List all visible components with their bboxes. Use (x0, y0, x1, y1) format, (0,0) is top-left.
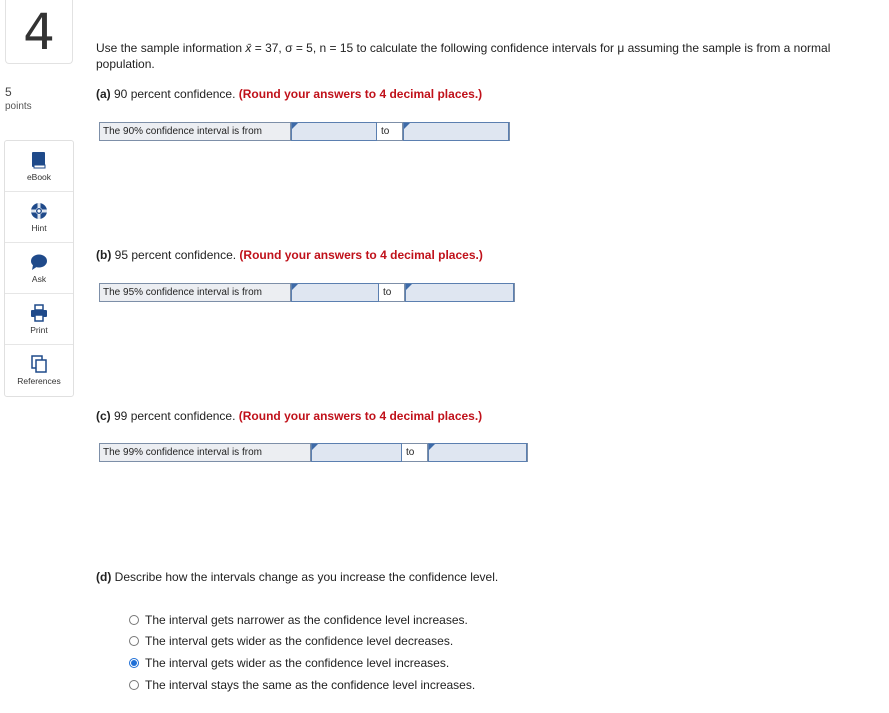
part-d-prompt: (d) Describe how the intervals change as you increase the confidence level. (96, 570, 499, 584)
radio-button[interactable] (129, 680, 139, 690)
option-label: The interval stays the same as the confidence level increases. (145, 678, 476, 692)
points-label: points (5, 101, 32, 112)
lifebuoy-icon (30, 201, 48, 221)
part-c-answer-row (99, 443, 528, 462)
print-label: Print (30, 325, 48, 335)
tools-panel (4, 140, 74, 397)
part-a-lower-input[interactable] (291, 122, 377, 141)
option-stays-same[interactable] (129, 678, 475, 692)
references-button[interactable] (5, 345, 73, 396)
option-wider-increases[interactable] (129, 656, 449, 670)
chat-bubble-icon (30, 252, 48, 272)
part-a-upper-input[interactable] (403, 122, 509, 141)
part-b-to-label: to (379, 284, 405, 301)
print-button[interactable] (5, 294, 73, 345)
radio-button[interactable] (129, 636, 139, 646)
option-narrower-increases[interactable] (129, 613, 468, 627)
part-b-answer-label: The 95% confidence interval is from (100, 284, 291, 301)
part-c-upper-input[interactable] (428, 443, 527, 462)
points-value: 5 (5, 85, 12, 99)
hint-button[interactable] (5, 192, 73, 243)
part-b-upper-input[interactable] (405, 283, 514, 302)
documents-icon (30, 354, 48, 374)
question-number: 4 (5, 0, 73, 64)
printer-icon (30, 303, 48, 323)
part-a-to-label: to (377, 123, 403, 140)
ebook-button[interactable] (5, 141, 73, 192)
option-label: The interval gets narrower as the confidence level increases. (145, 613, 468, 627)
part-c-answer-label: The 99% confidence interval is from (100, 444, 311, 461)
references-label: References (17, 376, 61, 386)
part-c-prompt: (c) 99 percent confidence. (Round your answers to 4 decimal places.) (96, 409, 483, 423)
option-wider-decreases[interactable] (129, 634, 453, 648)
part-a-answer-label: The 90% confidence interval is from (100, 123, 291, 140)
question-intro: Use the sample information x̄ = 37, σ = 5, n = 15 to calculate the following confidence intervals for μ assuming the sample is from a normal population. (96, 41, 831, 71)
radio-button-selected[interactable] (129, 658, 139, 668)
part-b-prompt: (b) 95 percent confidence. (Round your answers to 4 decimal places.) (96, 248, 483, 262)
part-a-answer-row (99, 122, 510, 141)
part-b-lower-input[interactable] (291, 283, 379, 302)
part-c-to-label: to (402, 444, 428, 461)
book-icon (31, 150, 47, 170)
option-label: The interval gets wider as the confidence level decreases. (145, 634, 454, 648)
ebook-label: eBook (26, 172, 52, 182)
xbar-symbol: x̄ (245, 41, 252, 55)
part-b-answer-row (99, 283, 515, 302)
hint-label: Hint (31, 223, 47, 233)
radio-button[interactable] (129, 615, 139, 625)
ask-label: Ask (31, 274, 47, 284)
ask-button[interactable] (5, 243, 73, 294)
part-c-lower-input[interactable] (311, 443, 402, 462)
option-label: The interval gets wider as the confidence level increases. (145, 656, 450, 670)
part-a-prompt: (a) 90 percent confidence. (Round your answers to 4 decimal places.) (96, 87, 483, 101)
